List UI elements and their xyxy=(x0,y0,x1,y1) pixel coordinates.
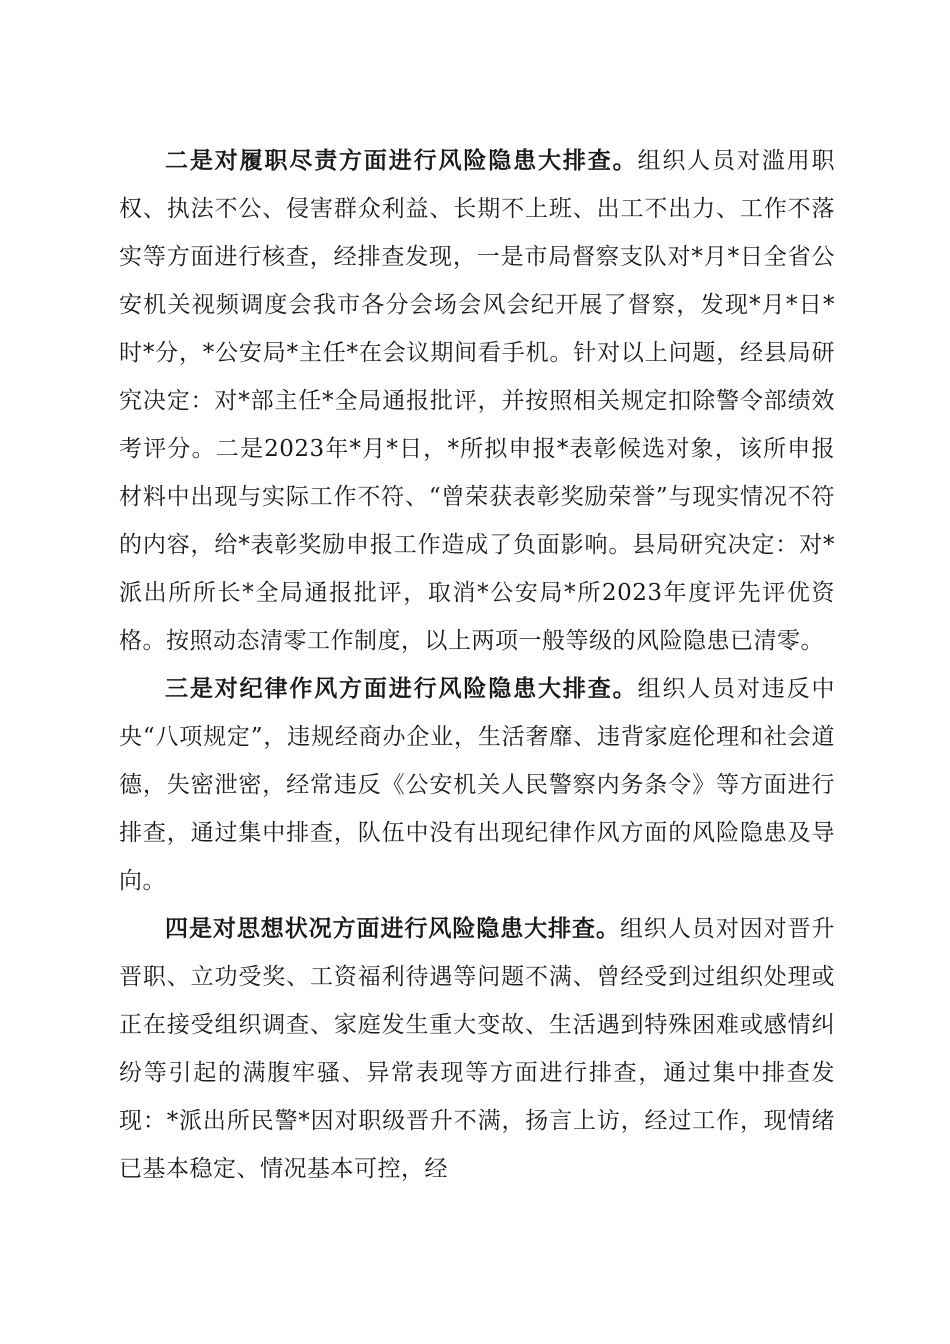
paragraph-heading: 二是对履职尽责方面进行风险隐患大排查。 xyxy=(165,147,638,174)
paragraph-heading: 四是对思想状况方面进行风险隐患大排查。 xyxy=(165,915,620,942)
paragraph-text: 组织人员对滥用职权、执法不公、侵害群众利益、长期不上班、出工不出力、工作不落实等方面进行核查，经排查发现，一是市局督察支队对*月*日全省公安机关视频调度会我市各分会场会风会纪开展了督察，发现*月*日*时*分，*公安局*主任*在会议期间看手机。针对以上问题，经县局研究决定：对*部主任*全局通报批评，并按照相关规定扣除警令部绩效考评分。二是2023年*月*日，*所拟申报*表彰候选对象，该所申报材料中出现与实际工作不符、“曾荣获表彰奖励荣誉”与现实情况不符的内容，给*表彰奖励申报工作造成了负面影响。县局研究决定：对*派出所所长*全局通报批评，取消*公安局*所2023年度评先评优资格。按照动态清零工作制度，以上两项一般等级的风险隐患已清零。 xyxy=(119,148,836,654)
paragraph-text: 组织人员对因对晋升晋职、立功受奖、工资福利待遇等问题不满、曾经受到过组织处理或正在接受组织调查、家庭发生重大变故、生活遇到特殊困难或感情纠纷等引起的满腹牢骚、异常表现等方面进行排查，通过集中排查发现：*派出所民警*因对职级晋升不满，扬言上访，经过工作，现情绪已基本稳定、情况基本可控，经 xyxy=(119,916,836,1182)
paragraph-ideology-check xyxy=(119,905,835,1193)
paragraph-discipline-check xyxy=(119,665,835,905)
document-body xyxy=(119,137,835,1193)
paragraph-duty-check xyxy=(119,137,835,665)
paragraph-heading: 三是对纪律作风方面进行风险隐患大排查。 xyxy=(165,675,638,702)
paragraph-text: 组织人员对违反中央“八项规定”，违规经商办企业，生活奢靡、违背家庭伦理和社会道德，失密泄密，经常违反《公安机关人民警察内务条令》等方面进行排查，通过集中排查，队伍中没有出现纪律作风方面的风险隐患及导向。 xyxy=(119,676,836,894)
